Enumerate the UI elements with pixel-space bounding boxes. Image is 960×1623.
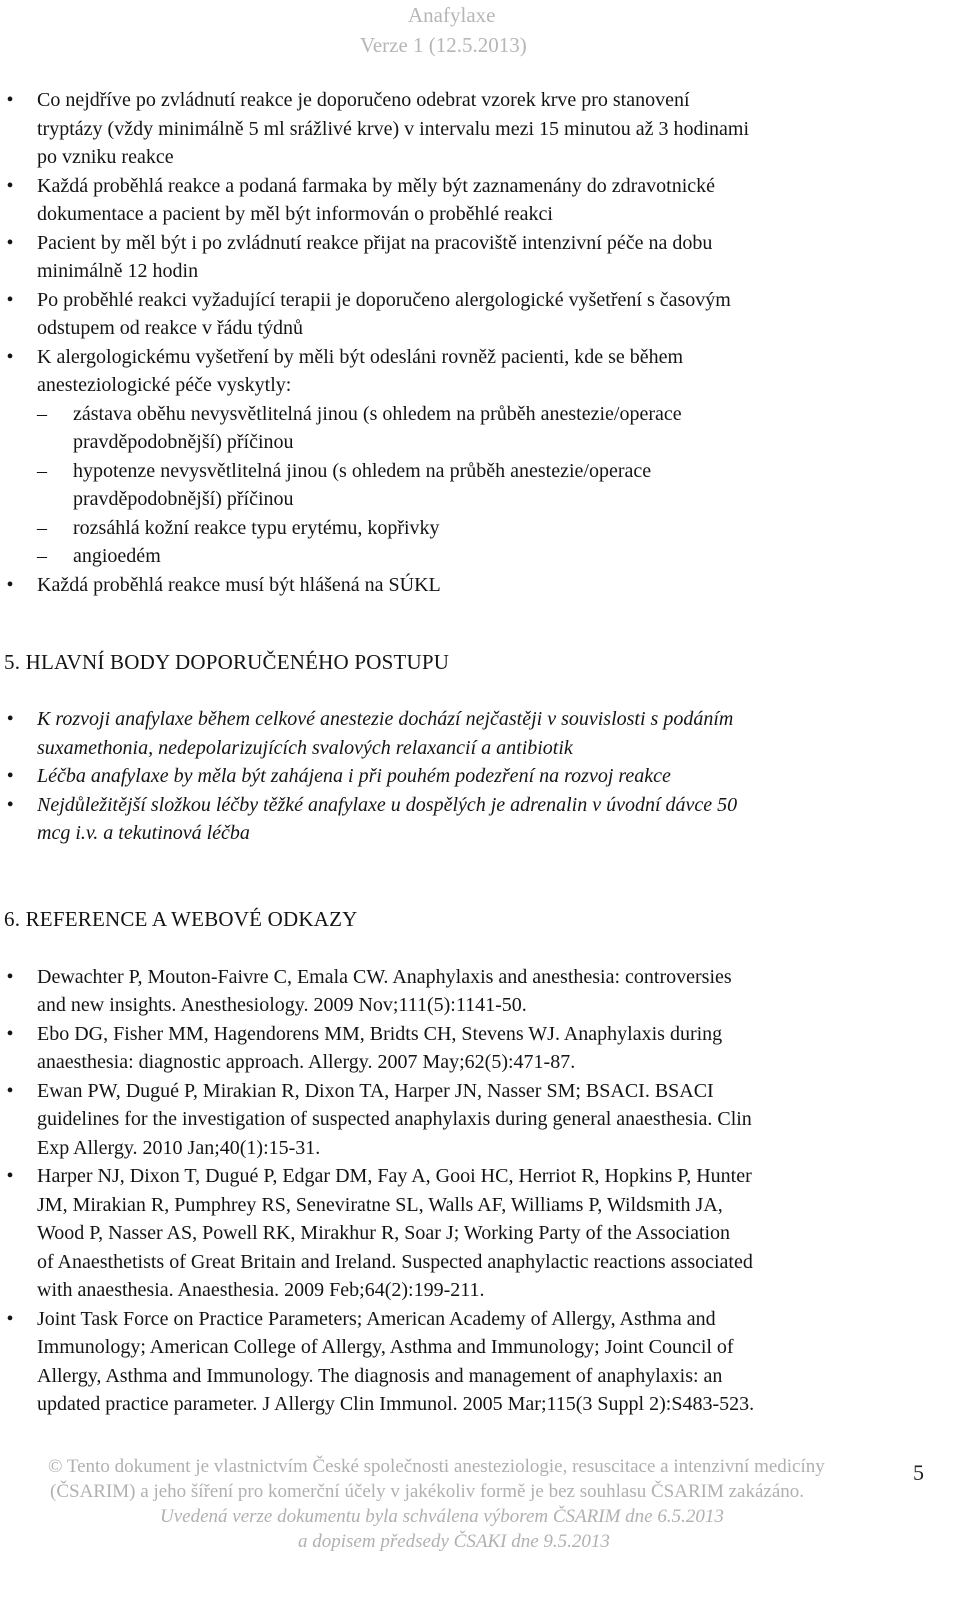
section-gap	[0, 848, 960, 904]
reference-item-text: Ewan PW, Dugué P, Mirakian R, Dixon TA, Harper JN, Nasser SM; BSACI. BSACI	[37, 1079, 714, 1102]
sub-list-item-text: hypotenze nevysvětlitelná jinou (s ohledem na průběh anestezie/operace	[73, 459, 652, 482]
list-item-line	[0, 86, 960, 115]
sub-list-item-text: rozsáhlá kožní reakce typu erytému, kopřivky	[73, 516, 440, 539]
footer-approval-cont: a dopisem předsedy ČSAKI dne 9.5.2013	[298, 1531, 610, 1552]
section-gap	[0, 599, 960, 647]
reference-item-text: Dewachter P, Mouton-Faivre C, Emala CW. Anaphylaxis and anesthesia: controversies	[37, 965, 732, 988]
footer-copyright: © Tento dokument je vlastnictvím České společnosti anesteziologie, resuscitace a intenzivní medicíny	[48, 1456, 825, 1477]
reference-item-text: Wood P, Nasser AS, Powell RK, Mirakhur R, Soar J; Working Party of the Association	[37, 1222, 731, 1244]
list-item-line	[0, 257, 960, 286]
bullet-marker: •	[6, 288, 14, 311]
dash-marker: –	[37, 459, 47, 482]
document-body	[0, 86, 960, 1419]
heading-gap	[0, 677, 960, 705]
reference-item-text: Ebo DG, Fisher MM, Hagendorens MM, Bridts CH, Stevens WJ. Anaphylaxis during	[37, 1022, 723, 1045]
reference-item-line	[0, 991, 960, 1020]
reference-item-text: with anaesthesia. Anaesthesia. 2009 Feb;64(2):199-211.	[37, 1279, 485, 1301]
bullet-marker: •	[6, 708, 14, 730]
key-point-item-text: K rozvoji anafylaxe během celkové anestezie dochází nejčastěji v souvislosti s podáním	[37, 708, 734, 730]
bullet-marker: •	[6, 231, 14, 254]
reference-item-line	[0, 1162, 960, 1191]
reference-item-text: Allergy, Asthma and Immunology. The diagnosis and management of anaphylaxis: an	[37, 1364, 723, 1387]
list-item-text: po vzniku reakce	[37, 146, 174, 168]
reference-item-line	[0, 1191, 960, 1220]
reference-item-line	[0, 1134, 960, 1163]
sub-list-item-line	[0, 428, 960, 457]
list-item-text: minimálně 12 hodin	[37, 260, 199, 282]
footer-approval: Uvedená verze dokumentu byla schválena výborem ČSARIM dne 6.5.2013	[160, 1506, 724, 1527]
reference-item-text: of Anaesthetists of Great Britain and Ireland. Suspected anaphylactic reactions associated	[37, 1250, 753, 1273]
list-item-line	[0, 200, 960, 229]
reference-item-line	[0, 1276, 960, 1305]
bullet-marker: •	[6, 1307, 14, 1330]
reference-item-text: anaesthesia: diagnostic approach. Allergy. 2007 May;62(5):471-87.	[37, 1051, 576, 1073]
sub-list-item-line	[0, 485, 960, 514]
list-item-text: dokumentace a pacient by měl být informován o proběhlé reakci	[37, 203, 553, 225]
list-item-line	[0, 172, 960, 201]
list-item-text: anesteziologické péče vyskytly:	[37, 374, 292, 396]
bullet-marker: •	[6, 174, 14, 197]
reference-item-line	[0, 1333, 960, 1362]
bullet-marker: •	[6, 1079, 14, 1102]
key-point-item-text: Nejdůležitější složkou léčby těžké anafylaxe u dospělých je adrenalin v úvodní dávce 50	[37, 793, 738, 816]
bullet-marker: •	[6, 345, 14, 368]
sub-list-item-line	[0, 457, 960, 486]
list-item-line	[0, 371, 960, 400]
list-item-text: Po proběhlé reakci vyžadující terapii je doporučeno alergologické vyšetření s časovým	[37, 288, 731, 311]
reference-item-line	[0, 963, 960, 992]
key-point-item-text: mcg i.v. a tekutinová léčba	[37, 822, 250, 844]
list-item-line	[0, 286, 960, 315]
page-number: 5	[913, 1460, 924, 1485]
reference-item-text: Immunology; American College of Allergy, Asthma and Immunology; Joint Council of	[37, 1336, 734, 1358]
list-item-line	[0, 115, 960, 144]
list-item-line	[0, 343, 960, 372]
sub-list-item-text: zástava oběhu nevysvětlitelná jinou (s ohledem na průběh anestezie/operace	[73, 402, 682, 425]
reference-item-text: Harper NJ, Dixon T, Dugué P, Edgar DM, Fay A, Gooi HC, Herriot R, Hopkins P, Hunter	[37, 1165, 752, 1187]
list-item-text: K alergologickému vyšetření by měli být odesláni rovněž pacienti, kde se během	[37, 345, 684, 368]
list-item-text: odstupem od reakce v řádu týdnů	[37, 317, 304, 339]
sub-list-item-text: pravděpodobnější) příčinou	[73, 431, 294, 453]
reference-item-line	[0, 1020, 960, 1049]
reference-item-text: guidelines for the investigation of suspected anaphylaxis during general anaesthesia. Clin	[37, 1108, 752, 1130]
sub-list-item-line	[0, 514, 960, 543]
sub-list-item-text: angioedém	[73, 545, 161, 567]
reference-item-line	[0, 1048, 960, 1077]
key-point-item-line	[0, 791, 960, 820]
reference-item-line	[0, 1362, 960, 1391]
footer-copyright-cont: (ČSARIM) a jeho šíření pro komerční účely v jakékoliv formě je bez souhlasu ČSARIM zakázáno.	[50, 1481, 805, 1502]
dash-marker: –	[37, 402, 47, 425]
list-item-text: Každá proběhlá reakce musí být hlášená na SÚKL	[37, 573, 441, 596]
reference-item-line	[0, 1390, 960, 1419]
sub-list-item-line	[0, 542, 960, 571]
dash-marker: –	[37, 545, 47, 567]
bullet-marker: •	[6, 765, 14, 787]
list-item-text: Každá proběhlá reakce a podaná farmaka by měly být zaznamenány do zdravotnické	[37, 174, 715, 197]
heading-gap	[0, 934, 960, 963]
bullet-marker: •	[6, 89, 14, 111]
key-point-item-text: suxamethonia, nedepolarizujících svalových relaxancií a antibiotik	[37, 736, 573, 759]
reference-item-text: Joint Task Force on Practice Parameters; American Academy of Allergy, Asthma and	[37, 1307, 716, 1330]
reference-item-line	[0, 1105, 960, 1134]
list-item-line	[0, 314, 960, 343]
key-point-item-line	[0, 734, 960, 763]
header-version: Verze 1 (12.5.2013)	[360, 33, 527, 57]
reference-item-line	[0, 1305, 960, 1334]
bullet-marker: •	[6, 1165, 14, 1187]
dash-marker: –	[37, 516, 47, 539]
bullet-marker: •	[6, 1022, 14, 1045]
list-item-line	[0, 229, 960, 258]
sub-list-item-text: pravděpodobnější) příčinou	[73, 488, 294, 510]
bullet-marker: •	[6, 793, 14, 816]
list-item-text: Co nejdříve po zvládnutí reakce je doporučeno odebrat vzorek krve pro stanovení	[37, 89, 690, 111]
reference-item-line	[0, 1219, 960, 1248]
reference-item-text: and new insights. Anesthesiology. 2009 Nov;111(5):1141-50.	[37, 994, 527, 1016]
list-item-text: Pacient by měl být i po zvládnutí reakce přijat na pracoviště intenzivní péče na dobu	[37, 231, 713, 254]
bullet-marker: •	[6, 573, 14, 596]
key-point-item-line	[0, 705, 960, 734]
key-point-item-text: Léčba anafylaxe by měla být zahájena i při pouhém podezření na rozvoj reakce	[37, 765, 671, 787]
key-point-item-line	[0, 819, 960, 848]
list-item-line	[0, 571, 960, 600]
section-heading: 6. REFERENCE A WEBOVÉ ODKAZY	[4, 906, 358, 931]
reference-item-line	[0, 1248, 960, 1277]
section-heading: 5. HLAVNÍ BODY DOPORUČENÉHO POSTUPU	[4, 650, 450, 674]
reference-item-text: Exp Allergy. 2010 Jan;40(1):15-31.	[37, 1136, 321, 1159]
reference-item-text: updated practice parameter. J Allergy Clin Immunol. 2005 Mar;115(3 Suppl 2):S483-523.	[37, 1393, 755, 1415]
key-point-item-line	[0, 762, 960, 791]
bullet-marker: •	[6, 965, 14, 988]
header-title: Anafylaxe	[408, 3, 496, 27]
list-item-line	[0, 143, 960, 172]
reference-item-text: JM, Mirakian R, Pumphrey RS, Seneviratne SL, Walls AF, Williams P, Wildsmith JA,	[37, 1193, 723, 1216]
reference-item-line	[0, 1077, 960, 1106]
sub-list-item-line	[0, 400, 960, 429]
list-item-text: tryptázy (vždy minimálně 5 ml srážlivé krve) v intervalu mezi 15 minutou až 3 hodinami	[37, 117, 750, 140]
